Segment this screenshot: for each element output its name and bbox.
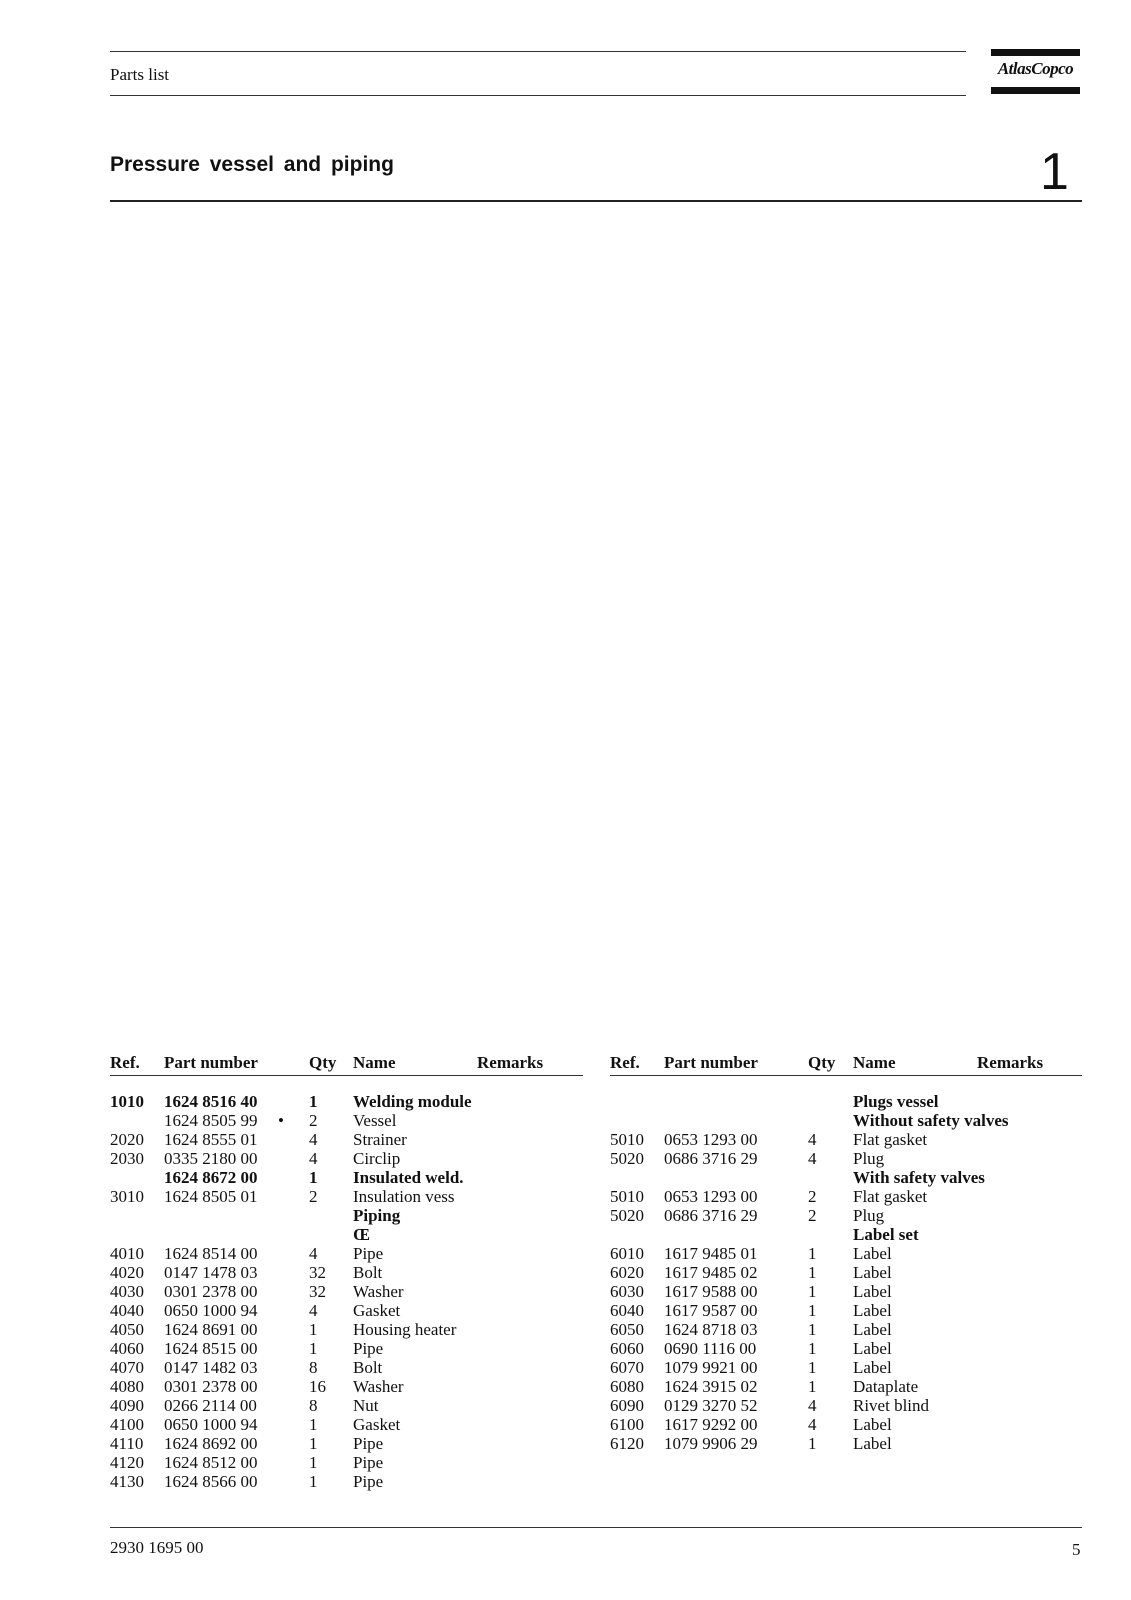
- row-name: Label: [853, 1282, 892, 1301]
- table-rows: [610, 1092, 1082, 1453]
- logo-wordmark: AtlasCopco: [997, 59, 1074, 78]
- table-row: [610, 1358, 1082, 1377]
- header-ref: Ref.: [610, 1053, 640, 1072]
- header-part-number: Part number: [664, 1053, 758, 1072]
- row-qty: 8: [309, 1396, 318, 1415]
- table-row: [610, 1377, 1082, 1396]
- table-row: [610, 1301, 1082, 1320]
- table-header: [610, 1053, 1082, 1076]
- row-qty: 2: [309, 1187, 318, 1206]
- row-name: Bolt: [353, 1358, 383, 1377]
- row-name: Pipe: [353, 1453, 384, 1472]
- header-remarks: Remarks: [477, 1053, 544, 1072]
- row-qty: 4: [309, 1301, 318, 1320]
- row-qty: 4: [309, 1244, 318, 1263]
- row-ref: 4120: [110, 1453, 144, 1472]
- row-name: Pipe: [353, 1472, 384, 1491]
- row-ref: 6120: [610, 1434, 644, 1453]
- table-row: [610, 1187, 1082, 1206]
- row-name: Label set: [853, 1225, 919, 1244]
- row-qty: 1: [309, 1472, 318, 1491]
- row-qty: 2: [808, 1206, 817, 1225]
- row-part-number: 1624 8672 00: [164, 1168, 258, 1187]
- row-ref: 5010: [610, 1187, 644, 1206]
- row-qty: 4: [808, 1396, 817, 1415]
- row-part-number: 1624 8555 01: [164, 1130, 258, 1149]
- row-name: Label: [853, 1415, 892, 1434]
- header-label: Parts list: [110, 65, 170, 84]
- row-name: Circlip: [353, 1149, 401, 1168]
- header-bottom-rule: [110, 95, 966, 96]
- table-row: [610, 1320, 1082, 1339]
- row-name: Œ: [353, 1225, 370, 1244]
- row-name: Label: [853, 1434, 892, 1453]
- row-part-number: 1624 8516 40: [164, 1092, 258, 1111]
- table-row: [110, 1377, 583, 1396]
- table-row: [110, 1453, 583, 1472]
- table-row: [110, 1415, 583, 1434]
- row-part-number: 0650 1000 94: [164, 1301, 258, 1320]
- row-qty: 1: [808, 1358, 817, 1377]
- row-name: With safety valves: [853, 1168, 985, 1187]
- row-part-number: 0129 3270 52: [664, 1396, 758, 1415]
- row-part-number: 1617 9485 02: [664, 1263, 758, 1282]
- row-part-number: 0653 1293 00: [664, 1130, 758, 1149]
- row-ref: 1010: [110, 1092, 144, 1111]
- row-part-number: 1624 8505 99: [164, 1111, 258, 1130]
- row-name: Without safety valves: [853, 1111, 1009, 1130]
- row-marker: •: [278, 1111, 284, 1130]
- row-ref: 4010: [110, 1244, 144, 1263]
- row-name: Insulated weld.: [353, 1168, 464, 1187]
- table-row: [610, 1168, 1082, 1187]
- row-name: Welding module: [353, 1092, 472, 1111]
- parts-table-right: [610, 1053, 1082, 1453]
- title-rule: [110, 200, 1082, 202]
- row-name: Pipe: [353, 1339, 384, 1358]
- row-name: Rivet blind: [853, 1396, 930, 1415]
- row-ref: 4020: [110, 1263, 144, 1282]
- table-row: [610, 1282, 1082, 1301]
- row-part-number: 1624 8512 00: [164, 1453, 258, 1472]
- logo-bottom-bar: [991, 87, 1080, 94]
- row-qty: 4: [808, 1415, 817, 1434]
- section-title: Pressure vessel and piping: [110, 153, 394, 176]
- row-ref: 6050: [610, 1320, 644, 1339]
- table-row: [110, 1168, 583, 1187]
- row-ref: 4080: [110, 1377, 144, 1396]
- row-qty: 1: [808, 1244, 817, 1263]
- parts-table-left: [110, 1053, 583, 1491]
- row-ref: 6040: [610, 1301, 644, 1320]
- row-ref: 4060: [110, 1339, 144, 1358]
- row-ref: 6080: [610, 1377, 644, 1396]
- row-ref: 6030: [610, 1282, 644, 1301]
- row-ref: 2030: [110, 1149, 144, 1168]
- row-qty: 1: [309, 1339, 318, 1358]
- atlas-copco-logo: [991, 49, 1080, 94]
- row-name: Label: [853, 1244, 892, 1263]
- header-qty: Qty: [309, 1053, 337, 1072]
- row-qty: 1: [808, 1282, 817, 1301]
- row-ref: 6090: [610, 1396, 644, 1415]
- table-row: [110, 1092, 583, 1111]
- row-qty: 1: [309, 1092, 318, 1111]
- table-row: [110, 1358, 583, 1377]
- row-part-number: 1624 8514 00: [164, 1244, 258, 1263]
- row-qty: 1: [309, 1415, 318, 1434]
- table-row: [610, 1434, 1082, 1453]
- row-part-number: 0147 1478 03: [164, 1263, 258, 1282]
- table-row: [110, 1396, 583, 1415]
- row-name: Label: [853, 1339, 892, 1358]
- row-name: Plug: [853, 1149, 885, 1168]
- table-row: [610, 1396, 1082, 1415]
- row-part-number: 0266 2114 00: [164, 1396, 257, 1415]
- row-ref: 6010: [610, 1244, 644, 1263]
- row-part-number: 1624 8692 00: [164, 1434, 258, 1453]
- row-ref: 6020: [610, 1263, 644, 1282]
- row-part-number: 0690 1116 00: [664, 1339, 757, 1358]
- row-part-number: 0301 2378 00: [164, 1282, 258, 1301]
- row-ref: 5020: [610, 1206, 644, 1225]
- row-ref: 4040: [110, 1301, 144, 1320]
- row-name: Flat gasket: [853, 1187, 928, 1206]
- row-ref: 4070: [110, 1358, 144, 1377]
- row-name: Flat gasket: [853, 1130, 928, 1149]
- row-qty: 1: [309, 1320, 318, 1339]
- row-qty: 4: [808, 1130, 817, 1149]
- footer-page-number: 5: [1072, 1540, 1081, 1559]
- table-row: [610, 1244, 1082, 1263]
- row-qty: 1: [309, 1168, 318, 1187]
- table-row: [110, 1320, 583, 1339]
- row-part-number: 1624 3915 02: [664, 1377, 758, 1396]
- footer-rule: [110, 1527, 1082, 1528]
- logo-top-bar: [991, 49, 1080, 56]
- row-name: Bolt: [353, 1263, 383, 1282]
- row-name: Label: [853, 1263, 892, 1282]
- row-name: Dataplate: [853, 1377, 919, 1396]
- row-name: Housing heater: [353, 1320, 457, 1339]
- row-part-number: 1624 8515 00: [164, 1339, 258, 1358]
- row-part-number: 1624 8566 00: [164, 1472, 258, 1491]
- row-part-number: 0686 3716 29: [664, 1149, 758, 1168]
- row-qty: 1: [309, 1434, 318, 1453]
- row-qty: 32: [309, 1263, 326, 1282]
- row-name: Washer: [353, 1377, 404, 1396]
- table-row: [610, 1225, 1082, 1244]
- section-number: 1: [1040, 143, 1069, 201]
- table-row: [610, 1339, 1082, 1358]
- table-row: [110, 1282, 583, 1301]
- row-ref: 4110: [110, 1434, 144, 1453]
- table-row: [110, 1339, 583, 1358]
- header-part-number: Part number: [164, 1053, 258, 1072]
- row-qty: 1: [808, 1301, 817, 1320]
- row-name: Insulation vess: [353, 1187, 455, 1206]
- row-ref: 5020: [610, 1149, 644, 1168]
- row-part-number: 0301 2378 00: [164, 1377, 258, 1396]
- row-name: Vessel: [353, 1111, 397, 1130]
- row-name: Label: [853, 1320, 892, 1339]
- footer-doc-number: 2930 1695 00: [110, 1538, 204, 1557]
- row-ref: 2020: [110, 1130, 144, 1149]
- table-row: [610, 1206, 1082, 1225]
- row-ref: 6100: [610, 1415, 644, 1434]
- table-row: [110, 1111, 583, 1130]
- row-name: Washer: [353, 1282, 404, 1301]
- row-ref: 4100: [110, 1415, 144, 1434]
- row-part-number: 0335 2180 00: [164, 1149, 258, 1168]
- table-row: [610, 1092, 1082, 1111]
- row-ref: 5010: [610, 1130, 644, 1149]
- row-part-number: 1624 8505 01: [164, 1187, 258, 1206]
- row-part-number: 0653 1293 00: [664, 1187, 758, 1206]
- row-ref: 4130: [110, 1472, 144, 1491]
- header-name: Name: [353, 1053, 396, 1072]
- header-remarks: Remarks: [977, 1053, 1044, 1072]
- header-top-rule: [110, 51, 966, 52]
- row-part-number: 1617 9485 01: [664, 1244, 758, 1263]
- row-name: Label: [853, 1358, 892, 1377]
- table-row: [110, 1244, 583, 1263]
- row-qty: 1: [309, 1453, 318, 1472]
- row-part-number: 0686 3716 29: [664, 1206, 758, 1225]
- row-qty: 2: [309, 1111, 318, 1130]
- row-qty: 4: [309, 1149, 318, 1168]
- row-name: Nut: [353, 1396, 379, 1415]
- table-row: [610, 1263, 1082, 1282]
- table-row: [610, 1111, 1082, 1130]
- row-part-number: 0147 1482 03: [164, 1358, 258, 1377]
- row-name: Plugs vessel: [853, 1092, 939, 1111]
- row-qty: 8: [309, 1358, 318, 1377]
- row-ref: 6070: [610, 1358, 644, 1377]
- table-row: [110, 1149, 583, 1168]
- row-name: Piping: [353, 1206, 401, 1225]
- row-part-number: 1624 8718 03: [664, 1320, 758, 1339]
- table-row: [110, 1301, 583, 1320]
- row-qty: 32: [309, 1282, 326, 1301]
- row-ref: 3010: [110, 1187, 144, 1206]
- row-qty: 1: [808, 1263, 817, 1282]
- row-qty: 1: [808, 1377, 817, 1396]
- table-row: [610, 1415, 1082, 1434]
- header-name: Name: [853, 1053, 896, 1072]
- row-part-number: 1617 9292 00: [664, 1415, 758, 1434]
- row-ref: 4050: [110, 1320, 144, 1339]
- row-qty: 1: [808, 1320, 817, 1339]
- table-row: [110, 1225, 583, 1244]
- table-row: [110, 1434, 583, 1453]
- row-name: Pipe: [353, 1244, 384, 1263]
- table-row: [610, 1130, 1082, 1149]
- row-part-number: 1617 9587 00: [664, 1301, 758, 1320]
- row-part-number: 0650 1000 94: [164, 1415, 258, 1434]
- table-rows: [110, 1092, 583, 1491]
- row-name: Pipe: [353, 1434, 384, 1453]
- header-ref: Ref.: [110, 1053, 140, 1072]
- row-name: Strainer: [353, 1130, 407, 1149]
- row-ref: 6060: [610, 1339, 644, 1358]
- table-row: [110, 1472, 583, 1491]
- row-ref: 4030: [110, 1282, 144, 1301]
- row-qty: 2: [808, 1187, 817, 1206]
- row-qty: 4: [309, 1130, 318, 1149]
- header-qty: Qty: [808, 1053, 836, 1072]
- row-part-number: 1624 8691 00: [164, 1320, 258, 1339]
- row-name: Gasket: [353, 1415, 401, 1434]
- row-part-number: 1617 9588 00: [664, 1282, 758, 1301]
- row-qty: 1: [808, 1339, 817, 1358]
- table-row: [110, 1263, 583, 1282]
- row-qty: 1: [808, 1434, 817, 1453]
- row-ref: 4090: [110, 1396, 144, 1415]
- row-qty: 16: [309, 1377, 326, 1396]
- row-name: Label: [853, 1301, 892, 1320]
- table-row: [110, 1130, 583, 1149]
- table-row: [110, 1187, 583, 1206]
- table-row: [110, 1206, 583, 1225]
- row-name: Plug: [853, 1206, 885, 1225]
- row-part-number: 1079 9906 29: [664, 1434, 758, 1453]
- row-name: Gasket: [353, 1301, 401, 1320]
- table-row: [610, 1149, 1082, 1168]
- row-part-number: 1079 9921 00: [664, 1358, 758, 1377]
- table-header: [110, 1053, 583, 1076]
- row-qty: 4: [808, 1149, 817, 1168]
